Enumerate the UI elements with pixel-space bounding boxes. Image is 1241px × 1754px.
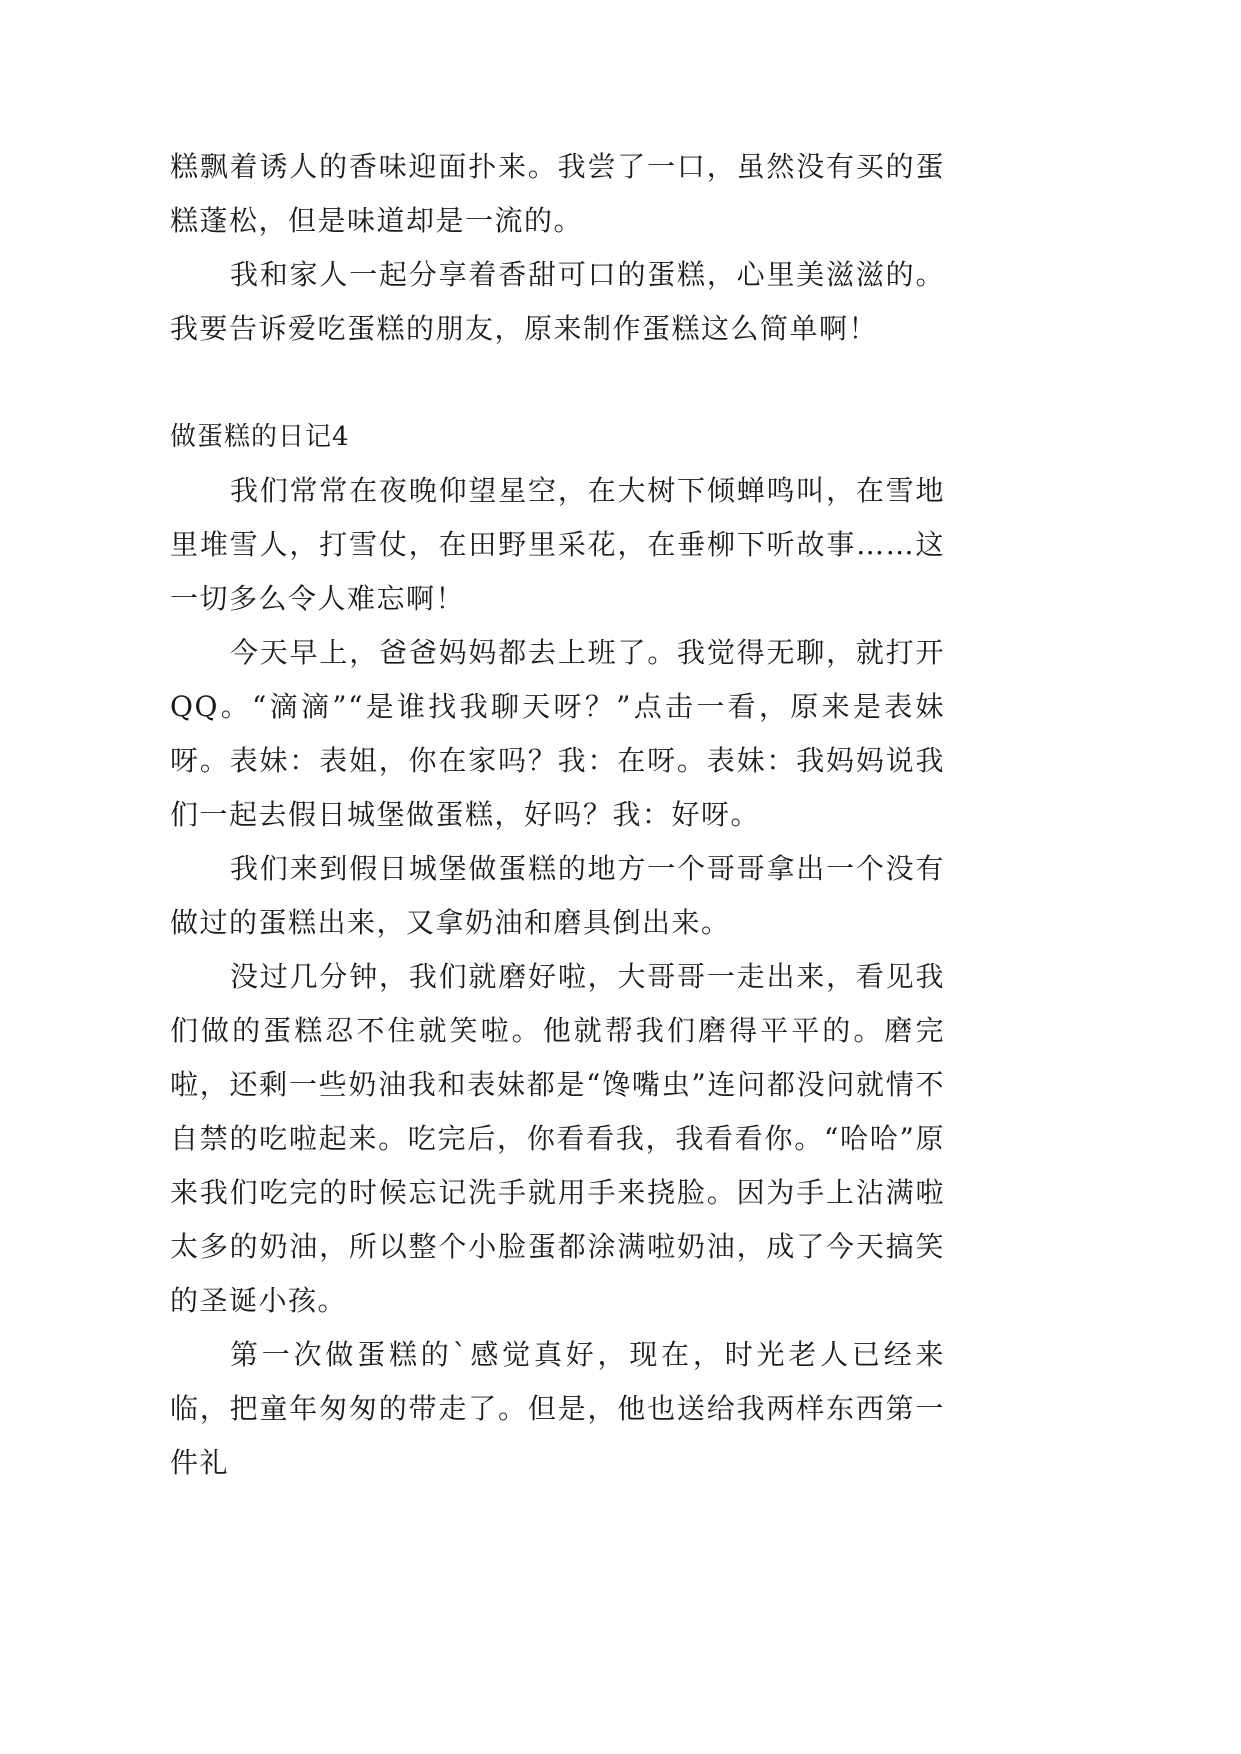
- document-body: [170, 140, 945, 1490]
- paragraph: 我们来到假日城堡做蛋糕的地方一个哥哥拿出一个没有做过的蛋糕出来，又拿奶油和磨具倒出来。: [170, 852, 945, 939]
- paragraph: 我和家人一起分享着香甜可口的蛋糕，心里美滋滋的。我要告诉爱吃蛋糕的朋友，原来制作蛋糕这么简单啊！: [170, 258, 945, 345]
- section-heading: 做蛋糕的日记4: [170, 422, 350, 452]
- paragraph: 今天早上，爸爸妈妈都去上班了。我觉得无聊，就打开QQ。“滴滴”“是谁找我聊天呀？”点击一看，原来是表妹呀。表妹：表姐，你在家吗？我：在呀。表妹：我妈妈说我们一起去假日城堡做蛋糕，好吗？我：好呀。: [170, 636, 945, 831]
- paragraph: 没过几分钟，我们就磨好啦，大哥哥一走出来，看见我们做的蛋糕忍不住就笑啦。他就帮我们磨得平平的。磨完啦，还剩一些奶油我和表妹都是“馋嘴虫”连问都没问就情不自禁的吃啦起来。吃完后，你看看我，我看看你。“哈哈”原来我们吃完的时候忘记洗手就用手来挠脸。因为手上沾满啦太多的奶油，所以整个小脸蛋都涂满啦奶油，成了今天搞笑的圣诞小孩。: [170, 960, 945, 1317]
- paragraph: 糕飘着诱人的香味迎面扑来。我尝了一口，虽然没有买的蛋糕蓬松，但是味道却是一流的。: [170, 150, 945, 237]
- paragraph: 第一次做蛋糕的`感觉真好，现在，时光老人已经来临，把童年匆匆的带走了。但是，他也送给我两样东西第一件礼: [170, 1338, 945, 1479]
- paragraph: 我们常常在夜晚仰望星空，在大树下倾蝉鸣叫，在雪地里堆雪人，打雪仗，在田野里采花，在垂柳下听故事……这一切多么令人难忘啊！: [170, 474, 945, 615]
